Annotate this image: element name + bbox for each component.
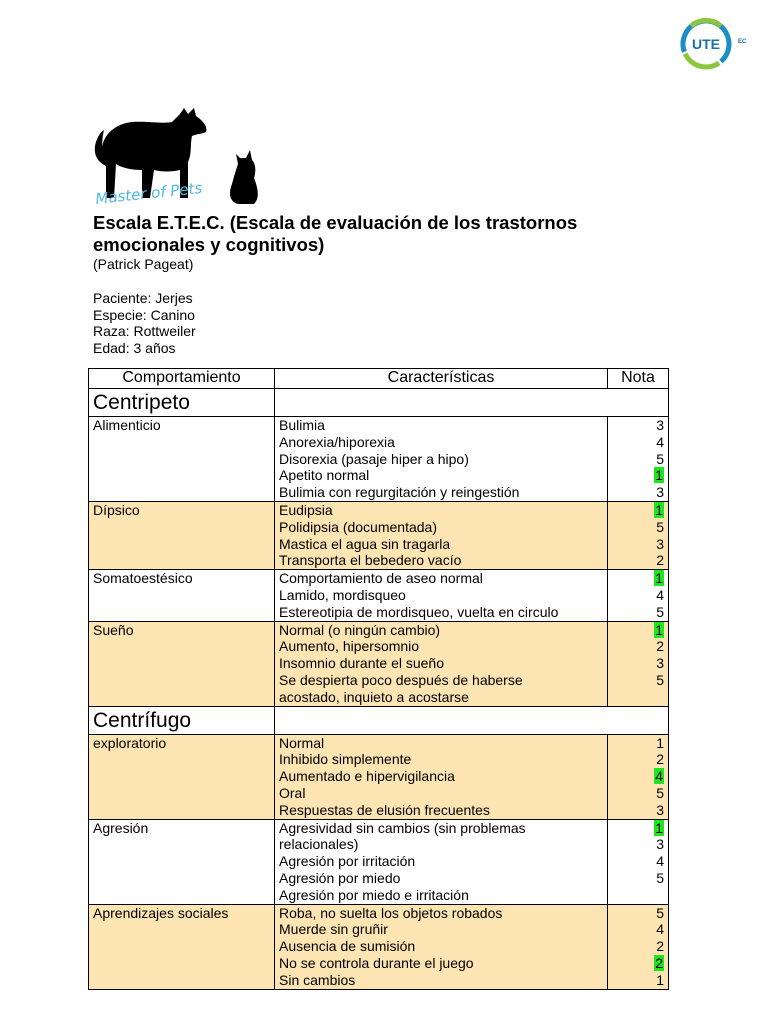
characteristic-item: Oral <box>279 784 306 801</box>
patient-age: Edad: 3 años <box>93 339 176 356</box>
characteristic-item: Bulimia <box>279 417 325 433</box>
score-line <box>612 938 664 955</box>
characteristics-cell <box>275 570 608 621</box>
table-header-row <box>89 369 669 389</box>
score-line <box>612 802 664 819</box>
characteristic-item: Roba, no suelta los objetos robados <box>279 904 503 921</box>
score-value: 5 <box>656 603 664 620</box>
ute-logo <box>677 16 751 72</box>
characteristic-item: relacionales) <box>279 836 359 853</box>
selected-score: 1 <box>655 819 663 836</box>
table-row <box>89 904 669 989</box>
score-value: 3 <box>656 836 664 853</box>
score-line <box>612 451 664 468</box>
characteristic-item: Ausencia de sumisión <box>279 938 416 955</box>
characteristics-cell <box>275 734 608 819</box>
characteristic-item: Agresión por miedo <box>279 869 401 886</box>
document-author: (Patrick Pageat) <box>93 256 194 272</box>
characteristic-item: acostado, inquieto a acostarse <box>279 688 469 705</box>
score-line <box>612 519 664 536</box>
characteristic-item: Mastica el agua sin tragarla <box>279 535 451 552</box>
score-cell <box>608 621 669 706</box>
selected-score: 1 <box>655 621 663 638</box>
behavior-category: Alimenticio <box>89 417 275 502</box>
section-empty-cell <box>275 389 669 417</box>
score-line <box>612 955 664 972</box>
table-row <box>89 501 669 569</box>
table-row <box>89 819 669 904</box>
score-cell <box>608 819 669 904</box>
characteristic-item: Aumento, hipersomnio <box>279 638 420 655</box>
score-line <box>612 905 664 922</box>
ute-logo-text: UTE <box>692 36 720 52</box>
score-line <box>612 672 664 689</box>
behavior-category: Sueño <box>89 621 275 706</box>
characteristic-item: Transporta el bebedero vacío <box>279 552 462 569</box>
ute-logo-suffix: EC <box>738 39 747 45</box>
score-line <box>612 536 664 553</box>
characteristic-item: Agresión por miedo e irritación <box>279 886 469 903</box>
characteristic-item: Inhibido simplemente <box>279 751 412 768</box>
behavior-category: Dípsico <box>89 501 275 569</box>
score-line <box>612 417 664 434</box>
score-line <box>612 638 664 655</box>
score-value: 5 <box>656 450 664 467</box>
header-comportamiento: Comportamiento <box>89 369 275 389</box>
cat-silhouette-icon <box>230 150 258 204</box>
characteristics-cell <box>275 819 608 904</box>
score-line <box>612 972 664 989</box>
section-row <box>89 706 669 734</box>
score-value: 4 <box>656 921 664 938</box>
characteristics-cell <box>275 621 608 706</box>
score-value: 1 <box>656 971 664 988</box>
header-caracteristicas: Características <box>275 369 608 389</box>
characteristic-item: Disorexia (pasaje hiper a hipo) <box>279 450 469 467</box>
score-line <box>612 587 664 604</box>
characteristic-item: Polidipsia (documentada) <box>279 518 437 535</box>
behavior-category: Agresión <box>89 819 275 904</box>
score-line <box>612 751 664 768</box>
score-line <box>612 870 664 887</box>
table-row <box>89 621 669 706</box>
characteristics-cell <box>275 417 608 502</box>
characteristics-cell <box>275 904 608 989</box>
patient-name: Paciente: Jerjes <box>93 290 193 306</box>
table-row <box>89 570 669 621</box>
selected-score: 1 <box>655 467 663 484</box>
section-empty-cell <box>275 706 669 734</box>
score-line <box>612 502 664 519</box>
score-line <box>612 785 664 802</box>
characteristic-item: Anorexia/hiporexia <box>279 433 395 450</box>
behavior-category: Aprendizajes sociales <box>89 904 275 989</box>
selected-score: 1 <box>655 501 663 518</box>
score-value: 2 <box>656 938 664 955</box>
score-line <box>612 467 664 484</box>
characteristic-item: Eudipsia <box>279 501 333 518</box>
score-line <box>612 689 664 706</box>
etec-table <box>88 368 669 990</box>
selected-score: 2 <box>655 954 663 971</box>
score-cell <box>608 904 669 989</box>
header-nota: Nota <box>608 369 669 389</box>
characteristic-item: Aumentado e hipervigilancia <box>279 768 455 785</box>
score-cell <box>608 734 669 819</box>
characteristic-item: Bulimia con regurgitación y reingestión <box>279 484 520 501</box>
score-value: 5 <box>656 671 664 688</box>
score-value: 3 <box>656 801 664 818</box>
score-value: 4 <box>656 853 664 870</box>
table-row <box>89 734 669 819</box>
score-value: 3 <box>656 417 664 433</box>
characteristic-item: Sin cambios <box>279 971 356 988</box>
score-line <box>612 853 664 870</box>
score-value: 2 <box>656 638 664 655</box>
section-title: Centripeto <box>89 389 275 417</box>
selected-score: 1 <box>655 570 663 587</box>
patient-info <box>93 290 196 356</box>
characteristic-item: Normal <box>279 734 325 751</box>
score-line <box>612 655 664 672</box>
score-line <box>612 887 664 904</box>
characteristic-item: Lamido, mordisqueo <box>279 586 406 603</box>
score-value: 1 <box>656 734 664 751</box>
score-line <box>612 552 664 569</box>
selected-score: 4 <box>655 768 663 785</box>
score-line <box>612 434 664 451</box>
score-line <box>612 622 664 639</box>
table-row <box>89 417 669 502</box>
score-value: 2 <box>656 552 664 569</box>
master-of-pets-logo <box>92 104 262 208</box>
score-line <box>612 921 664 938</box>
score-value: 2 <box>656 751 664 768</box>
section-row <box>89 389 669 417</box>
score-value: 5 <box>656 518 664 535</box>
score-value: 4 <box>656 586 664 603</box>
score-cell <box>608 570 669 621</box>
document-title: Escala E.T.E.C. (Escala de evaluación de los trastornos emocionales y cognitivos) <box>93 212 578 255</box>
score-line <box>612 836 664 853</box>
score-value: 5 <box>656 869 664 886</box>
score-line <box>612 484 664 501</box>
score-line <box>612 768 664 785</box>
score-line <box>612 570 664 587</box>
pets-logo-text: Master of Pets <box>94 178 204 208</box>
characteristic-item: Insomnio durante el sueño <box>279 655 444 672</box>
characteristic-item: Agresión por irritación <box>279 853 416 870</box>
patient-species: Especie: Canino <box>93 306 195 323</box>
score-cell <box>608 501 669 569</box>
characteristic-item: No se controla durante el juego <box>279 954 474 971</box>
characteristic-item: Apetito normal <box>279 467 370 484</box>
section-title: Centrífugo <box>89 706 275 734</box>
characteristic-item: Estereotipia de mordisqueo, vuelta en circulo <box>279 603 559 620</box>
behavior-category: Somatoestésico <box>89 570 275 621</box>
score-line <box>612 820 664 837</box>
characteristic-item: Agresividad sin cambios (sin problemas <box>279 819 526 836</box>
score-value: 4 <box>656 433 664 450</box>
score-line <box>612 604 664 621</box>
characteristic-item: Respuestas de elusión frecuentes <box>279 801 490 818</box>
score-value: 3 <box>656 484 664 501</box>
characteristics-cell <box>275 501 608 569</box>
characteristic-item: Normal (o ningún cambio) <box>279 621 441 638</box>
score-value: 5 <box>656 904 664 921</box>
score-cell <box>608 417 669 502</box>
score-value: 3 <box>656 535 664 552</box>
score-value: 3 <box>656 655 664 672</box>
table-body <box>89 389 669 990</box>
characteristic-item: Se despierta poco después de haberse <box>279 671 523 688</box>
behavior-category: exploratorio <box>89 734 275 819</box>
patient-breed: Raza: Rottweiler <box>93 323 196 340</box>
score-line <box>612 735 664 752</box>
characteristic-item: Muerde sin gruñir <box>279 921 388 938</box>
characteristic-item: Comportamiento de aseo normal <box>279 570 483 587</box>
score-value: 5 <box>656 784 664 801</box>
